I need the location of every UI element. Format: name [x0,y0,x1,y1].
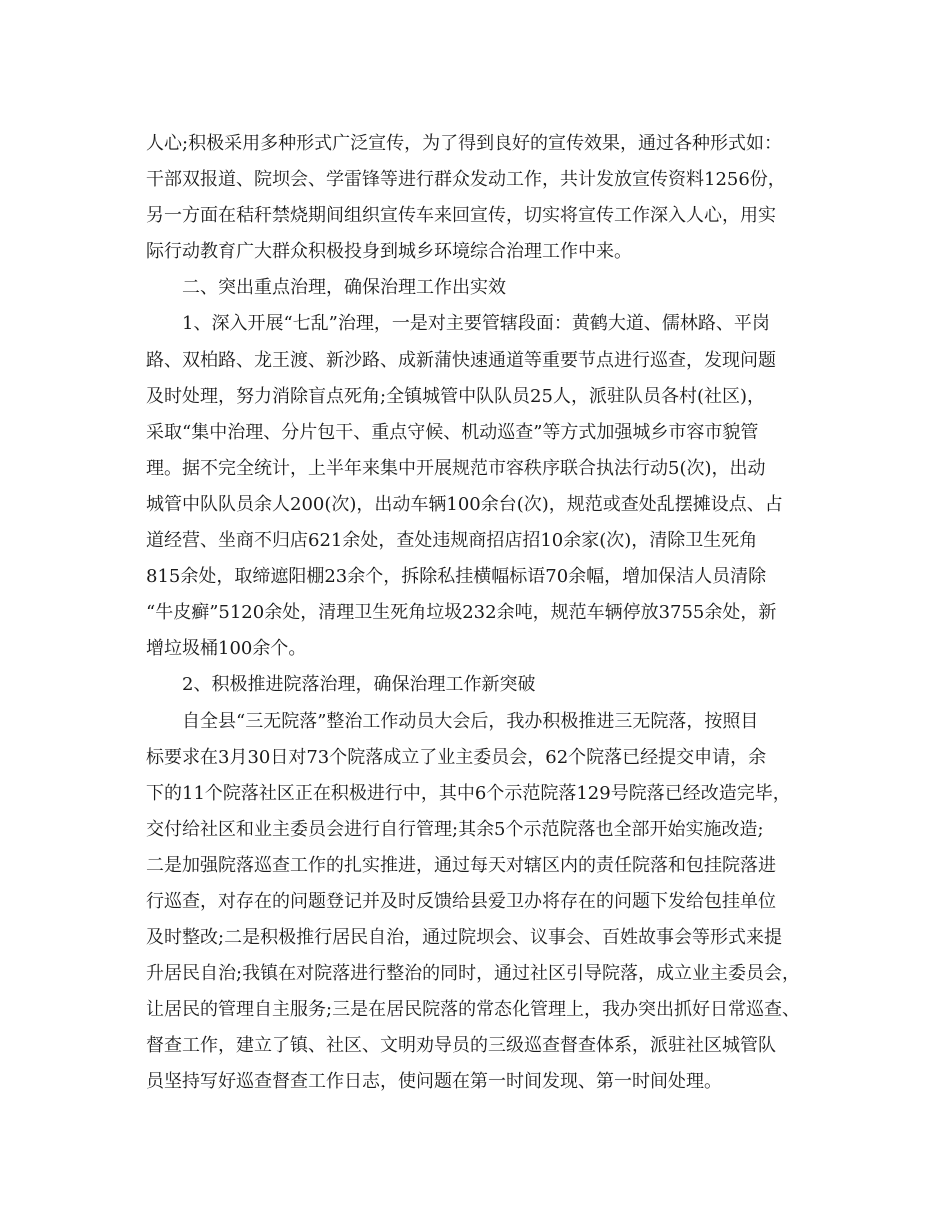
text-line: 路、双柏路、龙王渡、新沙路、成新蒲快速通道等重要节点进行巡查，发现问题 [146,349,776,371]
text-line: 人心;积极采用多种形式广泛宣传，为了得到良好的宣传效果，通过各种形式如： [146,133,783,154]
text-line: 增垃圾桶100余个。 [146,638,307,660]
text-line: 下的11个院落社区正在积极进行中，其中6个示范院落129号院落已经改造完毕， [146,782,791,804]
text-line: 815余处，取缔遮阳棚23余个，拆除私挂横幅标语70余幅，增加保洁人员清除 [146,566,767,588]
text-line: 自全县“三无院落”整治工作动员大会后，我办积极推进三无院落，按照目 [182,710,759,732]
text-line: 升居民自治;我镇在对院落进行整治的同时，通过社区引导院落，成立业主委员会， [146,963,801,985]
text-line: 际行动教育广大群众积极投身到城乡环境综合治理工作中来。 [146,241,632,263]
text-line: 1、深入开展“七乱”治理，一是对主要管辖段面：黄鹤大道、儒林路、平岗 [182,313,770,335]
text-line: 二、突出重点治理，确保治理工作出实效 [182,277,506,299]
text-line: 及时整改;二是积极推行居民自治，通过院坝会、议事会、百姓故事会等形式来提 [146,927,783,949]
text-line: 道经营、坐商不归店621余处，查处违规商招店招10余家(次)，清除卫生死角 [146,530,758,552]
text-line: 理。据不完全统计，上半年来集中开展规范市容秩序联合执法行动5(次)，出动 [146,457,766,479]
text-line: 及时处理，努力消除盲点死角;全镇城管中队队员25人，派驻队员各村(社区)， [146,385,766,407]
text-line: 2、积极推进院落治理，确保治理工作新突破 [182,674,536,696]
text-line: 干部双报道、院坝会、学雷锋等进行群众发动工作，共计发放宣传资料1256份， [146,169,786,191]
text-line: 督查工作，建立了镇、社区、文明劝导员的三级巡查督查体系，派驻社区城管队 [146,1035,776,1057]
document-body [146,126,806,1101]
text-line: 行巡查，对存在的问题登记并及时反馈给县爱卫办将存在的问题下发给包挂单位 [146,890,776,912]
text-line: 让居民的管理自主服务;三是在居民院落的常态化管理上，我办突出抓好日常巡查、 [146,999,801,1021]
text-line: 二是加强院落巡查工作的扎实推进，通过每天对辖区内的责任院落和包挂院落进 [146,854,776,876]
text-line: 城管中队队员余人200(次)，出动车辆100余台(次)，规范或查处乱摆摊设点、占 [146,493,783,515]
text-line: 采取“集中治理、分片包干、重点守候、机动巡查”等方式加强城乡市容市貌管 [146,421,759,443]
text-line: 另一方面在秸秆禁烧期间组织宣传车来回宣传，切实将宣传工作深入人心，用实 [146,205,776,227]
text-line: 标要求在3月30日对73个院落成立了业主委员会，62个院落已经提交申请，余 [146,746,767,768]
text-line: 员坚持写好巡查督查工作日志，使问题在第一时间发现、第一时间处理。 [146,1071,722,1093]
text-line: 交付给社区和业主委员会进行自行管理;其余5个示范院落也全部开始实施改造; [146,818,764,840]
text-line: “牛皮癣”5120余处，清理卫生死角垃圾232余吨，规范车辆停放3755余处，新 [146,602,777,624]
